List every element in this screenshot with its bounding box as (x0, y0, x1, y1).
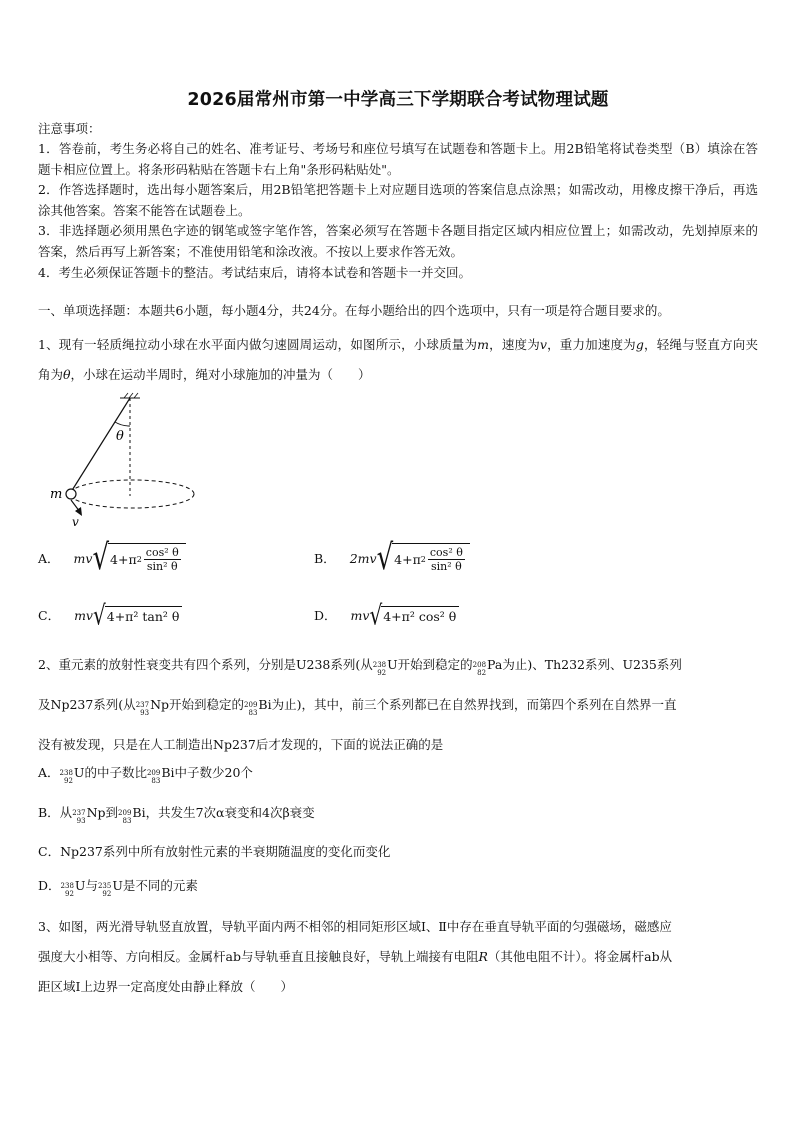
nuclide-bi209 (118, 800, 146, 826)
q1-text: ，重力加速度为 (546, 337, 636, 352)
fraction-denominator: sin² θ (430, 560, 462, 573)
q2-option-c: C．Np237系列中所有放射性元素的半衰期随温度的变化而变化 (38, 844, 391, 859)
mass-number: 237 (135, 701, 150, 709)
option-text: 中子数少20个 (174, 765, 253, 780)
nuclide-u235 (98, 873, 123, 899)
option-text: 到 (105, 805, 119, 820)
fraction-numerator: cos² θ (429, 546, 463, 559)
element-symbol: U (74, 878, 86, 893)
atomic-number: 92 (63, 777, 73, 785)
formula (74, 598, 182, 632)
mass-number: 238 (372, 661, 387, 669)
ceiling-hatch (134, 393, 138, 398)
q3-text: 强度大小相等、方向相反。金属杆ab与导轨垂直且接触良好，导轨上端接有电阻 (38, 949, 479, 964)
fraction (428, 546, 465, 573)
radicand-text: 4+π² cos² θ (381, 606, 459, 624)
element-symbol: U (112, 878, 123, 893)
q3-line (38, 942, 758, 972)
formula-prefix: mv (350, 607, 370, 623)
ceiling-hatch (124, 393, 128, 398)
atomic-number: 92 (102, 890, 112, 898)
element-symbol: Bi (132, 805, 146, 820)
notes-list (38, 139, 758, 283)
pi-exponent: 2 (136, 555, 142, 564)
q1-var-m: m (477, 337, 489, 352)
mass-number: 209 (244, 701, 258, 709)
q2-text: 及Np237系列(从 (38, 697, 136, 712)
atomic-number: 83 (151, 777, 161, 785)
figure-theta-label: θ (116, 429, 124, 444)
q3-text: （其他电阻不计）。将金属杆ab从 (487, 949, 673, 964)
q2-line (38, 685, 758, 725)
formula-prefix: mv (73, 550, 93, 566)
nuclide-u238 (61, 873, 86, 899)
q1-text: ，小球在运动半周时，绳对小球施加的冲量为（ ） (70, 367, 371, 382)
mass-number: 208 (472, 661, 487, 669)
note-item: 4．考生必须保证答题卡的整洁。考试结束后，请将本试卷和答题卡一并交回。 (38, 264, 471, 280)
nuclide-bi209 (244, 685, 272, 725)
radicand (108, 543, 186, 573)
atomic-number: 83 (248, 709, 258, 717)
option-text: 的中子数比 (84, 765, 147, 780)
note-item: 2．作答选择题时，选出每小题答案后，用2B铅笔把答题卡上对应题目选项的答案信息点涂黑；如需改动，用橡皮擦干净后，再选涂其他答案。答案不能答在试题卷上。 (38, 182, 758, 218)
element-symbol: U (73, 765, 85, 780)
radical-sign: √ (92, 537, 110, 579)
q3-line: 3、如图，两光滑导轨竖直放置，导轨平面内两不相邻的相同矩形区域Ⅰ、Ⅱ中存在垂直导轨平面的匀强磁场，磁感应 (38, 919, 672, 934)
radicand-text: 4+π (394, 552, 421, 567)
fraction (144, 546, 181, 573)
q1-text: ，轻绳与竖直方向夹角为 (38, 337, 758, 382)
formula (73, 537, 186, 579)
q1-option-a (38, 537, 186, 579)
mass-number: 238 (59, 769, 73, 777)
element-symbol: Pa (487, 657, 503, 672)
nuclide-np237 (72, 800, 105, 826)
formula (350, 598, 460, 632)
element-symbol: Np (86, 805, 106, 820)
formula-prefix: mv (74, 607, 93, 623)
element-symbol: Bi (161, 765, 175, 780)
q2-option-d (38, 873, 758, 899)
atomic-number: 93 (76, 817, 86, 825)
notes-label: 注意事项： (38, 121, 101, 136)
ball (66, 489, 76, 499)
option-label: A． (38, 765, 60, 780)
q1-var-theta: θ (63, 367, 71, 382)
fraction-denominator: sin² θ (146, 560, 178, 573)
q1-var-v: v (539, 337, 547, 352)
option-text: 与 (85, 878, 98, 893)
option-label: B．从 (38, 805, 73, 820)
section-heading: 一、单项选择题：本题共6小题，每小题4分，共24分。在每小题给出的四个选项中，只有一项是符合题目要求的。 (38, 303, 670, 318)
option-text: 是不同的元素 (122, 878, 198, 893)
note-item: 1．答卷前，考生务必将自己的姓名、准考证号、考场号和座位号填写在试题卷和答题卡上。用2B铅笔将试卷类型（B）填涂在答题卡相应位置上。将条形码粘贴在答题卡右上角"条形码粘贴处"。 (38, 141, 758, 177)
note-item: 3．非选择题必须用黑色字迹的钢笔或签字笔作答，答案必须写在答题卡各题目指定区域内相应位置上；如需改动，先划掉原来的答案，然后再写上新答案；不准使用铅笔和涂改液。不按以上要求作答无效。 (38, 223, 758, 259)
ceiling-hatch (129, 393, 133, 398)
q2-text: 2、重元素的放射性衰变共有四个系列，分别是U238系列(从 (38, 657, 373, 672)
q1-option-d (314, 598, 459, 632)
figure-v-label: v (72, 515, 79, 529)
option-label: A． (38, 551, 60, 566)
question-2-stem (38, 645, 758, 765)
option-label: D． (38, 878, 61, 893)
mass-number: 238 (60, 882, 74, 890)
option-label: D． (314, 608, 337, 623)
option-text: ，共发生7次α衰变和4次β衰变 (145, 805, 315, 820)
radical-sign: √ (376, 537, 394, 579)
page-title: 2026届常州市第一中学高三下学期联合考试物理试题 (187, 90, 609, 110)
q1-var-g: g (635, 337, 644, 352)
atomic-number: 93 (140, 709, 150, 717)
mass-number: 209 (118, 809, 132, 817)
question-1-stem (38, 330, 758, 390)
q1-text: 1、现有一轻质绳拉动小球在水平面内做匀速圆周运动，如图所示，小球质量为 (38, 337, 478, 352)
q2-line: 没有被发现，只是在人工制造出Np237后才发现的，下面的说法正确的是 (38, 737, 444, 752)
mass-number: 209 (146, 769, 161, 777)
mass-number: 237 (72, 809, 86, 817)
q3-line: 距区域Ⅰ上边界一定高度处由静止释放（ ） (38, 979, 293, 994)
atomic-number: 92 (377, 669, 387, 677)
radicand (392, 543, 470, 573)
atomic-number: 83 (122, 817, 132, 825)
figure-m-label: m (50, 487, 63, 502)
pi-exponent: 2 (420, 555, 426, 564)
element-symbol: U (387, 657, 398, 672)
option-label: C． (38, 608, 61, 623)
nuclide-bi209 (147, 760, 175, 786)
q2-text: 为止)、Th232系列、U235系列 (502, 657, 682, 672)
radical-sign: √ (93, 598, 106, 632)
q1-option-b (314, 537, 470, 579)
string-line (71, 398, 130, 492)
question-3-stem (38, 912, 758, 1002)
angle-arc (115, 422, 130, 426)
q2-text: 开始到稳定的 (169, 697, 245, 712)
nuclide-u238 (60, 760, 85, 786)
nuclide-pb208 (473, 645, 503, 685)
mass-number: 235 (97, 882, 112, 890)
formula-prefix: 2mv (349, 550, 377, 566)
fraction-numerator: cos² θ (145, 546, 179, 559)
nuclide-u238 (373, 645, 398, 685)
q2-option-a (38, 760, 758, 786)
radicand-text: 4+π (110, 552, 137, 567)
orbit-ellipse (70, 480, 194, 508)
radicand-text: 4+π² tan² θ (105, 606, 183, 624)
q2-option-b (38, 800, 758, 826)
radical-sign: √ (369, 598, 383, 632)
q2-text: 开始到稳定的 (397, 657, 473, 672)
nuclide-np237 (136, 685, 169, 725)
q2-line (38, 645, 758, 685)
q3-var-r: R (478, 949, 488, 964)
q1-option-c (38, 598, 182, 632)
q2-text: 为止)，其中，前三个系列都已在自然界找到，而第四个系列在自然界一直 (271, 697, 677, 712)
element-symbol: Np (150, 697, 170, 712)
conical-pendulum-figure (44, 392, 234, 532)
atomic-number: 92 (64, 890, 74, 898)
q1-text: ，速度为 (488, 337, 540, 352)
option-label: B． (314, 551, 336, 566)
atomic-number: 82 (477, 669, 487, 677)
element-symbol: Bi (258, 697, 272, 712)
formula (349, 537, 470, 579)
